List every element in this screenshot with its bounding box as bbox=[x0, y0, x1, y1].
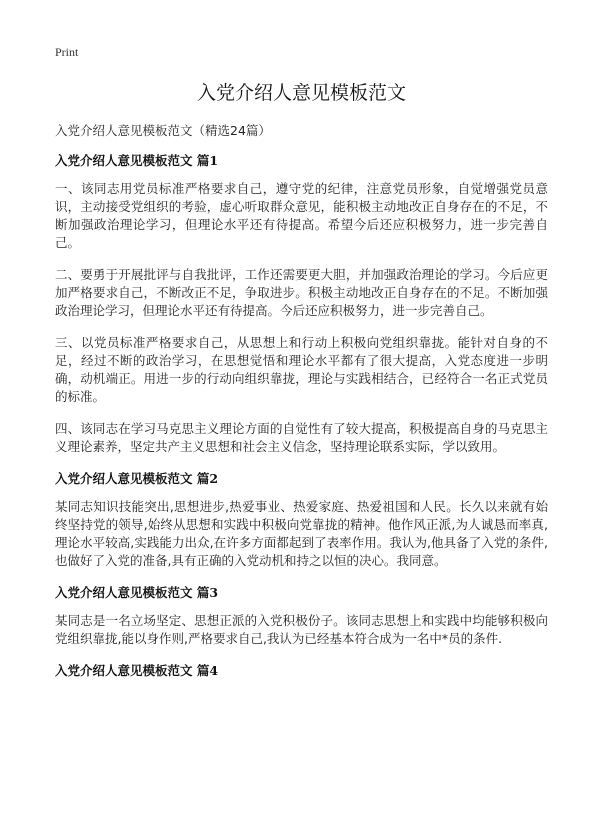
paragraph: 三、以党员标准严格要求自己，从思想上和行动上积极向党组织靠拢。能针对自身的不足，经过不断的政治学习，在思想觉悟和理论水平都有了很大提高，入党态度进一步明确，动机端正。用进一步的行动向组织靠拢，理论与实践相结合，已经符合一名正式党员的标准。 bbox=[55, 335, 548, 404]
document-title: 入党介绍人意见模板范文 bbox=[196, 82, 406, 104]
section-4 bbox=[55, 662, 548, 680]
print-label: Print bbox=[55, 45, 79, 59]
paragraph: 二、要勇于开展批评与自我批评，工作还需要更大胆，并加强政治理论的学习。今后应更加严格要求自己，不断改正不足，争取进步。积极主动地改正自身存在的不足。不断加强政治理论学习，但理论水平还有待提高。今后还应积极努力，进一步完善自己。 bbox=[55, 267, 548, 318]
document-subtitle: 入党介绍人意见模板范文（精选24篇） bbox=[55, 123, 271, 138]
section-heading: 入党介绍人意见模板范文 篇3 bbox=[55, 585, 219, 600]
paragraph: 某同志是一名立场坚定、思想正派的入党积极份子。该同志思想上和实践中均能够积极向党组织靠拢,能以身作则,严格要求自己,我认为已经基本符合成为一名中*员的条件. bbox=[55, 613, 548, 646]
section-3 bbox=[55, 584, 548, 648]
section-heading: 入党介绍人意见模板范文 篇4 bbox=[55, 663, 219, 678]
section-2 bbox=[55, 470, 548, 570]
section-heading: 入党介绍人意见模板范文 篇1 bbox=[55, 153, 219, 168]
section-heading: 入党介绍人意见模板范文 篇2 bbox=[55, 471, 219, 486]
paragraph: 一、该同志用党员标准严格要求自己，遵守党的纪律，注意党员形象，自觉增强党员意识，主动接受党组织的考验，虚心听取群众意见，能积极主动地改正自身存在的不足，不断加强政治理论学习，但理论水平还有待提高。希望今后还应积极努力，进一步完善自己。 bbox=[55, 181, 548, 250]
section-1 bbox=[55, 152, 548, 456]
paragraph: 某同志知识技能突出,思想进步,热爱事业、热爱家庭、热爱祖国和人民。长久以来就有始终坚持党的领导,始终从思想和实践中积极向党靠拢的精神。他作风正派,为人诚恳而率真,理论水平较高,实践能力出众,在许多方面都起到了表率作用。我认为,他具备了入党的条件,也做好了入党的准备,具有正确的入党动机和持之以恒的决心。我同意。 bbox=[55, 499, 548, 568]
paragraph: 四、该同志在学习马克思主义理论方面的自觉性有了较大提高，积极提高自身的马克思主义理论素养，坚定共产主义思想和社会主义信念，坚持理论联系实际，学以致用。 bbox=[55, 421, 548, 454]
